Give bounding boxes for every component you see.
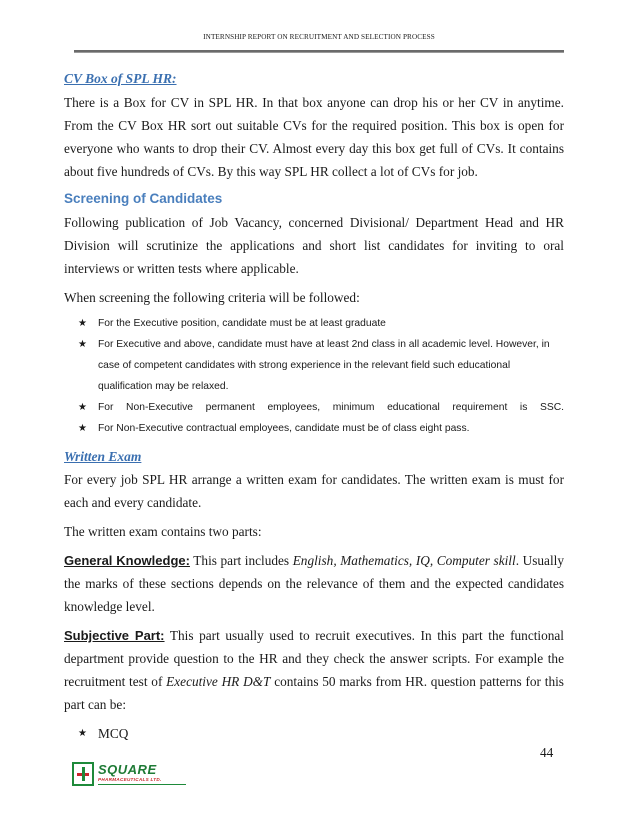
header-rule: [74, 50, 564, 53]
criteria-text: For the Executive position, candidate must be at least graduate: [98, 318, 386, 329]
gk-subjects: English, Mathematics, IQ, Computer skill: [292, 553, 516, 568]
star-icon: ★: [78, 402, 87, 413]
written-exam-paragraph: For every job SPL HR arrange a written exam for candidates. The written exam is must for each and every candidate.: [64, 472, 564, 510]
page-number: 44: [540, 745, 554, 760]
criteria-intro: When screening the following criteria will be followed:: [64, 290, 360, 305]
cv-box-heading: CV Box of SPL HR:: [64, 71, 177, 86]
criteria-text: For Non-Executive permanent employees, minimum educational requirement is SSC.: [98, 402, 564, 413]
star-icon: ★: [78, 339, 87, 350]
criteria-item: [64, 313, 564, 334]
general-knowledge-paragraph: General Knowledge: This part includes English, Mathematics, IQ, Computer skill. Usually the marks of these sections depends on the relevance of them and the expected candidates knowledge level.: [64, 553, 564, 614]
pattern-item: [64, 723, 564, 745]
general-knowledge-label: General Knowledge:: [64, 553, 190, 568]
screening-heading: Screening of Candidates: [64, 191, 223, 206]
subjective-paragraph: Subjective Part: This part usually used to recruit executives. In this part the functional department provide question to the HR and they check the answer scripts. For example the recruitment test of Executive HR D&T contains 50 marks from HR. question patterns for this part can be:: [64, 628, 564, 712]
cv-box-paragraph: There is a Box for CV in SPL HR. In that box anyone can drop his or her CV in anytime. From the CV Box HR sort out suitable CVs for the required position. This box is open for everyone who wants to drop their CV. Almost every day this box get full of CVs. It contains about five hundreds of CVs. By this way SPL HR collect a lot of CVs for job.: [64, 95, 564, 179]
logo-subtitle: PHARMACEUTICALS LTD.: [98, 777, 162, 782]
logo-mark-icon: [72, 762, 94, 786]
logo-underline: [98, 784, 186, 785]
criteria-item: [64, 418, 564, 439]
subjective-label: Subjective Part:: [64, 628, 165, 643]
criteria-item: [64, 334, 564, 397]
criteria-text: For Executive and above, candidate must have at least 2nd class in all academic level. However, in case of competent candidates with strong experience in the relevant field such educational qualification may be relaxed.: [98, 339, 550, 392]
criteria-text: For Non-Executive contractual employees, candidate must be of class eight pass.: [98, 423, 470, 434]
parts-intro: The written exam contains two parts:: [64, 524, 262, 539]
pattern-text: MCQ: [98, 726, 129, 741]
star-icon: ★: [78, 318, 87, 329]
page-content: [64, 70, 564, 745]
star-icon: ★: [78, 728, 87, 739]
written-exam-heading: Written Exam: [64, 449, 142, 464]
criteria-item: [64, 397, 564, 418]
company-logo: [72, 762, 192, 792]
star-icon: ★: [78, 423, 87, 434]
test-name: Executive HR D&T: [166, 674, 271, 689]
running-header: INTERNSHIP REPORT ON RECRUITMENT AND SELECTION PROCESS: [203, 33, 435, 41]
logo-name: SQUARE: [98, 762, 157, 777]
screening-paragraph: Following publication of Job Vacancy, concerned Divisional/ Department Head and HR Division will scrutinize the applications and short list candidates for inviting to oral interviews or written tests where applicable.: [64, 215, 564, 276]
